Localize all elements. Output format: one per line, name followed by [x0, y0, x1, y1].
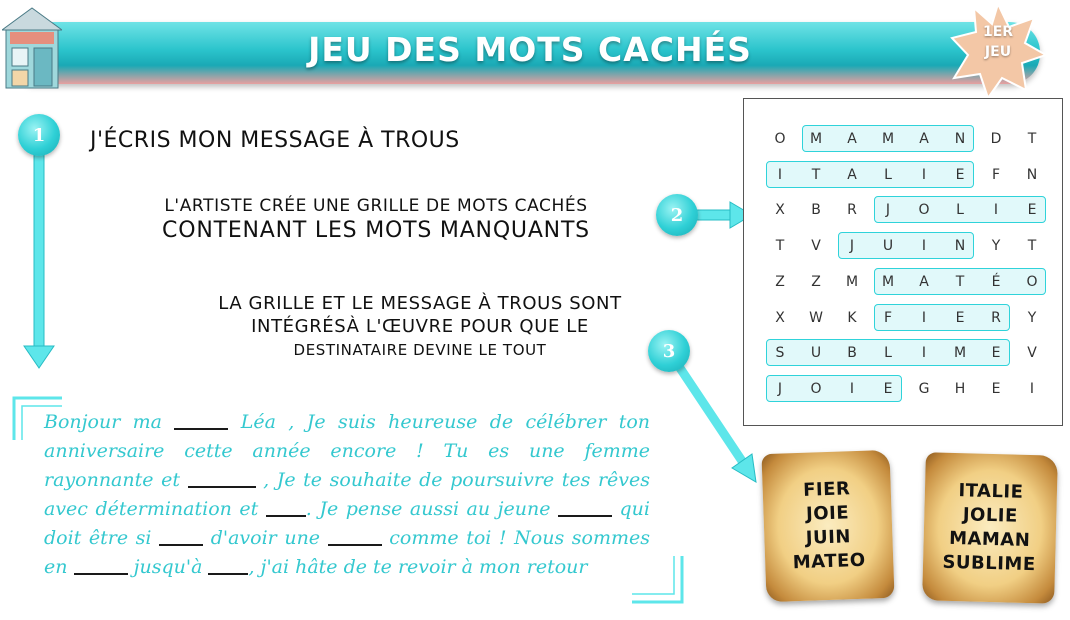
blank-1 — [174, 412, 228, 430]
message-part: jusqu'à — [133, 556, 203, 578]
grid-cell: I — [1029, 380, 1035, 397]
grid-cell: H — [954, 380, 966, 397]
grid-cell: M — [881, 273, 895, 290]
parchment-left — [761, 450, 894, 602]
grid-cell: Z — [811, 273, 821, 290]
grid-cell: I — [993, 202, 999, 219]
grid-cell: T — [955, 273, 965, 290]
message-part: . Je pense aussi au jeune — [305, 498, 551, 520]
badge-line-2: JEU — [984, 44, 1012, 60]
grid-cell: B — [847, 345, 857, 362]
grid-cell: D — [990, 131, 1002, 147]
parchment-word: ITALIE — [958, 480, 1024, 503]
grid-cell: N — [954, 238, 966, 255]
grid-cell: I — [921, 309, 927, 326]
step-3-line-2: INTÉGRÉSÀ L'ŒUVRE POUR QUE LE — [251, 316, 589, 337]
grid-cell: O — [1026, 273, 1038, 290]
step-2-circle: 2 — [656, 194, 698, 236]
grid-cell: J — [849, 238, 855, 255]
blank-8 — [208, 557, 248, 575]
grid-cell: N — [954, 131, 966, 147]
grid-cell: O — [774, 131, 786, 147]
grid-cell: R — [991, 309, 1001, 326]
grid-cell: L — [956, 202, 964, 219]
grid-cell: A — [847, 131, 857, 147]
message-part: Nous sommes en — [44, 527, 651, 578]
grid-cell: F — [991, 166, 1001, 183]
grid-cell: G — [918, 380, 930, 397]
grid-cell: M — [881, 131, 895, 147]
message-part: comme toi ! — [389, 527, 507, 549]
grid-cell: U — [810, 345, 822, 362]
step-3-line-3: DESTINATAIRE DEVINE LE TOUT — [293, 341, 547, 359]
grid-cell: F — [883, 309, 893, 326]
parchment-word: MAMAN — [948, 527, 1031, 552]
grid-cell: X — [775, 202, 785, 219]
grid-cell: U — [882, 238, 894, 255]
grid-cell: Y — [1027, 309, 1037, 326]
grid-cell: M — [809, 131, 823, 147]
message-part: d'avoir une — [210, 527, 321, 549]
step-2-line-2: CONTENANT LES MOTS MANQUANTS — [162, 218, 590, 243]
grid-cell: E — [991, 345, 1001, 362]
parchment-word: JOIE — [805, 502, 850, 525]
message-text — [44, 408, 650, 582]
step-1-circle: 1 — [18, 114, 60, 156]
page-title: JEU DES MOTS CACHÉS — [308, 30, 752, 69]
blank-5 — [159, 528, 203, 546]
message-part: , Je te souhaite de poursuivre tes rêves avec détermination et — [44, 469, 651, 520]
grid-cell: V — [1027, 345, 1037, 362]
grid-cell: E — [955, 166, 965, 183]
blank-7 — [74, 557, 128, 575]
grid-cell: E — [955, 309, 965, 326]
badge-line-1: 1ER — [982, 24, 1014, 40]
grid-cell: I — [921, 166, 927, 183]
grid-cell: L — [884, 345, 892, 362]
blank-4 — [558, 499, 612, 517]
grid-cell: Y — [991, 238, 1001, 255]
parchment-word: JOLIE — [962, 504, 1019, 527]
blank-3 — [266, 499, 306, 517]
grid-cell: S — [775, 345, 785, 362]
step-1-arrowhead — [24, 346, 54, 368]
grid-cell: É — [991, 273, 1001, 290]
message-part: qui doit être si — [44, 498, 650, 549]
grid-cell: X — [775, 309, 785, 326]
message-part: Bonjour ma — [44, 411, 162, 433]
word-search-grid — [743, 98, 1063, 426]
grid-cell: M — [845, 273, 859, 290]
step-3-text — [160, 293, 680, 359]
grid-cell: E — [1027, 202, 1037, 219]
grid-cell: T — [1027, 131, 1037, 147]
parchment-word: MATEO — [792, 549, 866, 574]
blank-2 — [188, 470, 256, 488]
message-part: Léa , Je suis heureuse de célébrer ton anniversaire cette année encore ! Tu es une femme rayonnante et — [44, 411, 650, 491]
grid-cell: Z — [775, 273, 785, 290]
grid-cell: O — [918, 202, 930, 219]
grid-cell: A — [919, 131, 929, 147]
step-3-line-1: LA GRILLE ET LE MESSAGE À TROUS SONT — [218, 293, 622, 314]
grid-cell: O — [810, 380, 822, 397]
step-3-circle: 3 — [648, 330, 690, 372]
step-3-arrow — [680, 368, 744, 464]
blank-6 — [328, 528, 382, 546]
grid-cell: A — [847, 166, 857, 183]
parchment-word: SUBLIME — [942, 551, 1036, 576]
grid-cell: V — [811, 238, 821, 255]
grid-cell: I — [921, 238, 927, 255]
grid-cell: W — [809, 309, 823, 326]
grid-cell: T — [1027, 238, 1037, 255]
grid-cell: T — [811, 166, 821, 183]
grid-cell: I — [921, 345, 927, 362]
grid-cell: E — [991, 380, 1001, 397]
grid-cell: A — [919, 273, 929, 290]
grid-cell: N — [1026, 166, 1038, 183]
grid-cell: M — [953, 345, 967, 362]
grid-cell: R — [847, 202, 857, 219]
grid-cell: K — [847, 309, 857, 326]
step-2-line-1: L'ARTISTE CRÉE UNE GRILLE DE MOTS CACHÉS — [164, 196, 588, 216]
grid-cell: I — [777, 166, 783, 183]
grid-cell: L — [884, 166, 892, 183]
parchment-word: FIER — [802, 478, 851, 501]
grid-cell: T — [775, 238, 785, 255]
grid-cell: J — [777, 380, 783, 397]
parchment-right — [922, 452, 1058, 603]
step-1-arrow — [34, 150, 44, 350]
parchment-word: JUIN — [805, 526, 852, 549]
grid-cell: E — [883, 380, 893, 397]
grid-cell: J — [885, 202, 891, 219]
step-1-text: J'ÉCRIS MON MESSAGE À TROUS — [90, 128, 460, 153]
grid-cell: I — [849, 380, 855, 397]
step-2-text — [110, 196, 642, 243]
grid-cell: B — [811, 202, 821, 219]
message-part: , j'ai hâte de te revoir à mon retour — [248, 556, 588, 578]
